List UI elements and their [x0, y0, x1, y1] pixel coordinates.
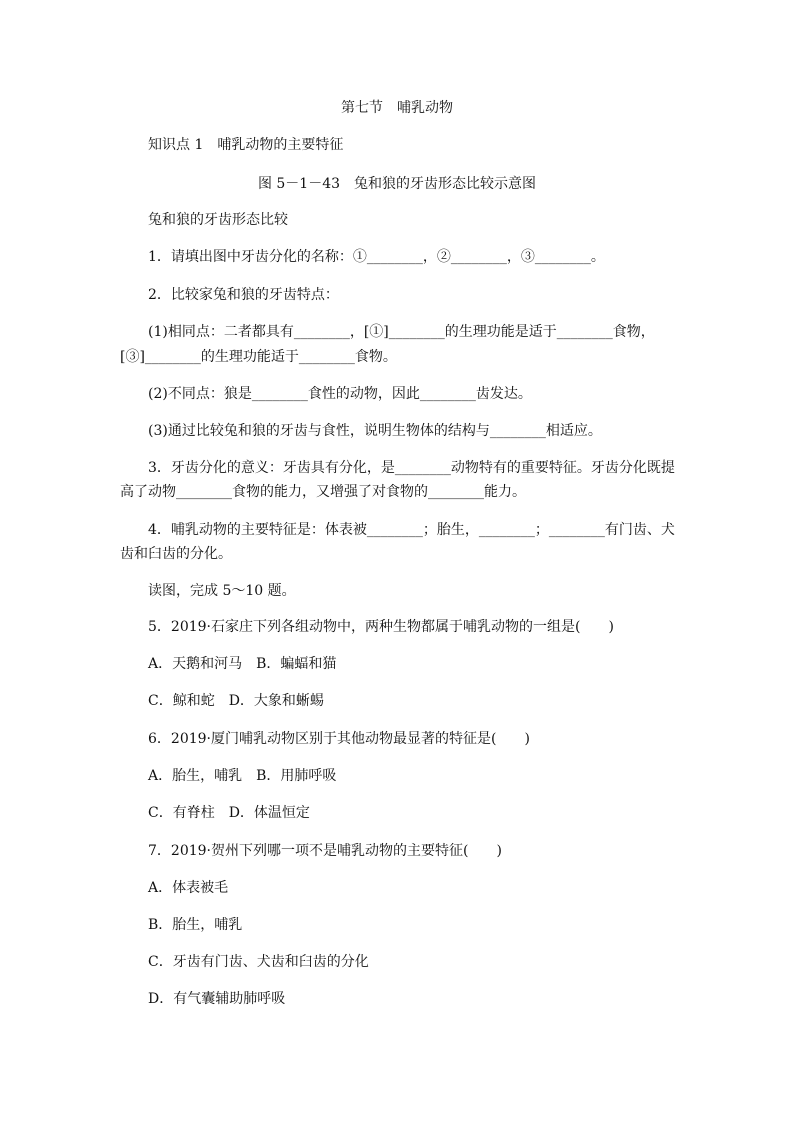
question-2-1-line2: [③]________的生理功能适于________食物。 — [120, 349, 397, 365]
question-3-line1: 3．牙齿分化的意义：牙齿具有分化，是________动物特有的重要特征。牙齿分化既提 — [148, 460, 675, 476]
figure-label: 兔和狼的牙齿形态比较 — [148, 212, 288, 228]
question-7-option-d: D．有气囊辅助肺呼吸 — [148, 991, 286, 1007]
knowledge-point: 知识点 1 哺乳动物的主要特征 — [148, 137, 344, 153]
question-7: 7．2019·贺州下列哪一项不是哺乳动物的主要特征( ) — [148, 843, 502, 859]
read-instruction: 读图，完成 5～10 题。 — [148, 583, 296, 599]
question-6-options-cd: C．有脊柱 D．体温恒定 — [148, 805, 310, 821]
question-6: 6．2019·厦门哺乳动物区别于其他动物最显著的特征是( ) — [148, 731, 530, 747]
question-3-line2: 高了动物________食物的能力，又增强了对食物的________能力。 — [120, 484, 526, 500]
question-2-2: (2)不同点：狼是________食性的动物，因此________齿发达。 — [148, 386, 532, 402]
page-title: 第七节 哺乳动物 — [341, 100, 453, 116]
question-5-options-cd: C．鲸和蛇 D．大象和蜥蜴 — [148, 693, 324, 709]
question-7-option-a: A．体表被毛 — [148, 880, 229, 896]
question-7-option-c: C．牙齿有门齿、犬齿和臼齿的分化 — [148, 954, 369, 970]
question-5-options-ab: A．天鹅和河马 B．蝙蝠和猫 — [148, 656, 337, 672]
question-6-options-ab: A．胎生，哺乳 B．用肺呼吸 — [148, 768, 337, 784]
question-1: 1．请填出图中牙齿分化的名称：①________，②________，③________。 — [148, 249, 605, 265]
question-4-line1: 4．哺乳动物的主要特征是：体表被________；胎生，________；________有门齿、犬 — [148, 522, 675, 538]
question-2: 2．比较家兔和狼的牙齿特点： — [148, 287, 339, 303]
question-2-1-line1: (1)相同点：二者都具有________，[①]________的生理功能是适于________食物， — [148, 324, 655, 340]
question-5: 5．2019·石家庄下列各组动物中，两种生物都属于哺乳动物的一组是( ) — [148, 619, 614, 635]
question-4-line2: 齿和臼齿的分化。 — [120, 546, 232, 562]
question-7-option-b: B．胎生，哺乳 — [148, 917, 243, 933]
question-2-3: (3)通过比较兔和狼的牙齿与食性，说明生物体的结构与________相适应。 — [148, 423, 602, 439]
figure-caption: 图 5－1－43 兔和狼的牙齿形态比较示意图 — [257, 176, 537, 192]
